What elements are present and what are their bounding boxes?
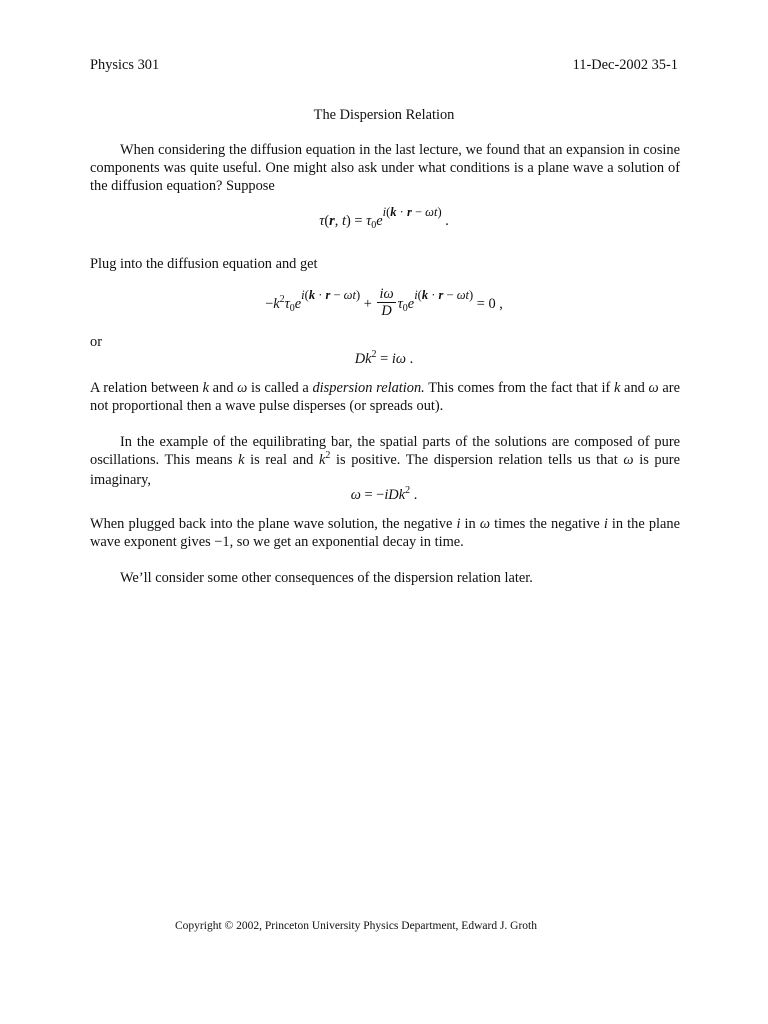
equation-plane-wave: τ(r, $t) = \tau_0ei(k \cdot r - \omega t)$ . [319,205,449,231]
header-date-page: 11-Dec-2002 35-1 [572,57,678,73]
paragraph-equilibrating-bar: In the example of the equilibrating bar, the spatial parts of the solutions are composed of pure oscillations. This means k is real and $k^2$ is positive. The dispersion relation tells us that ω is pure imaginary, [90,434,680,489]
equation-omega: ω = −iDk$^2$ . [350,485,418,503]
paragraph-decay: When plugged back into the plane wave solution, the negative i in ω times the negative i in the plane wave exponent gives −1, so we get an exponential decay in time. [90,516,681,551]
paragraph-intro: When considering the diffusion equation in the last lecture, we found that an expansion in cosine components was quite useful. One might also ask under what conditions is a plane wave a solution of the diffusion equation? Suppose [90,142,680,195]
header-course: Physics 301 [90,57,160,73]
paragraph-later: We’ll consider some other consequences of the dispersion relation later. [120,570,533,586]
term-dispersion-relation: dispersion relation. [312,380,425,396]
text-or: or [90,334,102,350]
equation-dispersion: $Dk^2 = i\omega$ . [354,349,414,367]
footer-copyright: Copyright © 2002, Princeton University Physics Department, Edward J. Groth [175,920,537,932]
paragraph-plug: Plug into the diffusion equation and get [90,256,318,272]
page-title: The Dispersion Relation [313,107,455,123]
paragraph-dispersion-definition: A relation between k and ω is called a dispersion relation. This comes from the fact that if k and ω are not proportional then a wave pulse disperses (or spreads out). [90,380,680,415]
equation-substituted: $-k^2\tau_0ei(k \cdot r - \omega t)$ + $\frac{i\omega}{D}$ $\tau_0ei(k \cdot r - \omega t) = 0$ , [265,286,503,319]
